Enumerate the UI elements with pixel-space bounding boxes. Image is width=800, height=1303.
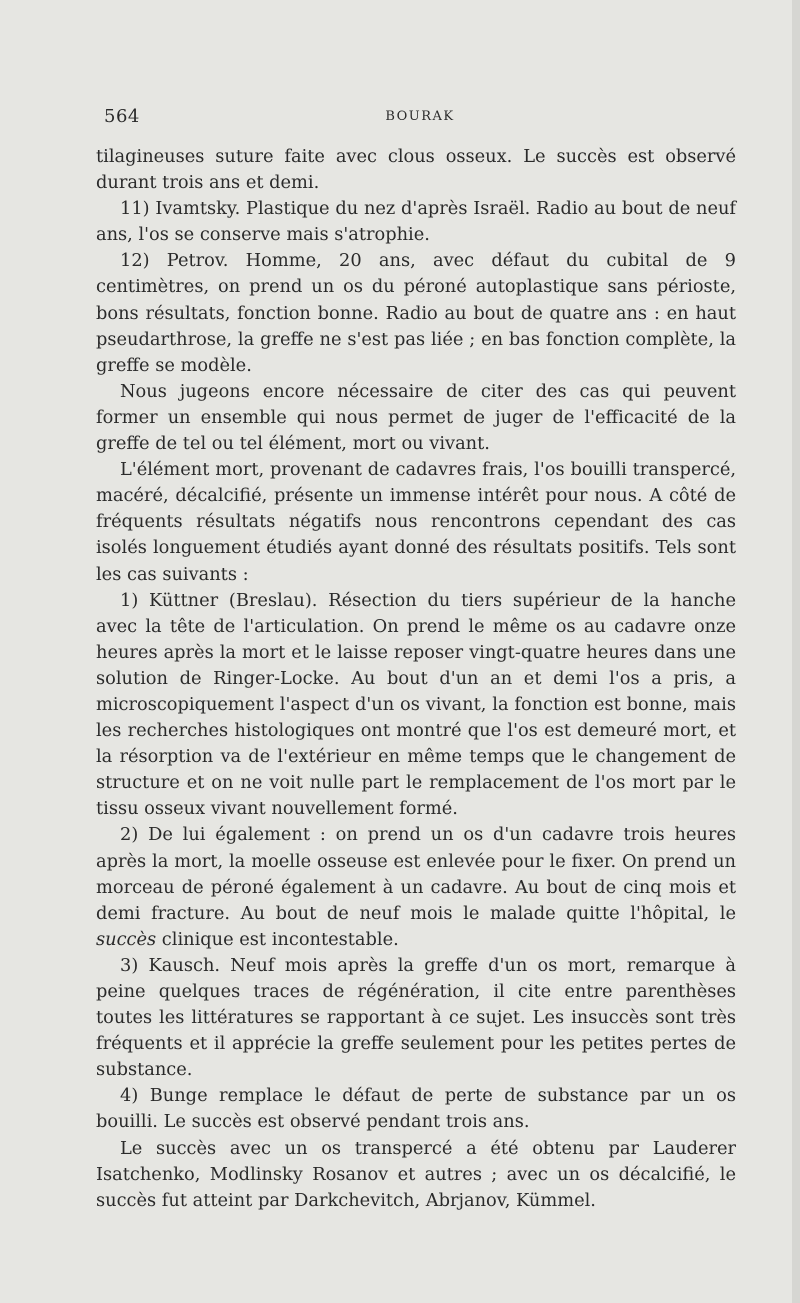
paragraph-intro: Nous jugeons encore nécessaire de citer des cas qui peuvent former un ensemble qui nous permet de juger de l'efficacité de la greffe de tel ou tel élément, mort ou vivant. [96,380,736,455]
running-head: BOURAK [385,109,455,124]
paragraph-case-12: 12) Petrov. Homme, 20 ans, avec défaut du cubital de 9 centimètres, on prend un os du péroné autoplastique sans périoste, bons résultats, fonction bonne. Radio au bout de quatre ans : en haut pseudarthrose, la greffe ne s'est pas liée ; en bas fonction complète, la greffe se modèle. [96,250,736,376]
page-edge-shadow [792,0,800,1303]
page-header [104,106,736,130]
paragraph-case-2-end: clinique est incontestable. [156,928,399,950]
paragraph-kausch: 3) Kausch. Neuf mois après la greffe d'un os mort, remarque à peine quelques traces de régénération, il cite entre parenthèses toutes les littératures se rapportant à ce sujet. Les insuccès sont très fréquents et il apprécie la greffe seulement pour les petites pertes de substance. [96,954,736,1081]
paragraph-kuttner: 1) Küttner (Breslau). Résection du tiers supérieur de la hanche avec la tête de l'articulation. On prend le même os au cadavre onze heures après la mort et le laisse reposer vingt-quatre heures dans une solution de Ringer-Locke. Au bout d'un an et demi l'os a pris, a microscopiquement l'aspect d'un os vivant, la fonction est bonne, mais les recherches histologiques ont montré que l'os est demeuré mort, et la résorption va de l'extérieur en même temps que le changement de structure et on ne voit nulle part le remplacement de l'os mort par le tissu osseux vivant nouvellement formé. [96,589,736,820]
paragraph-continuation: tilagineuses suture faite avec clous osseux. Le succès est observé durant trois ans et demi. [96,146,736,194]
paragraph-case-11: 11) Ivamtsky. Plastique du nez d'après Israël. Radio au bout de neuf ans, l'os se conserve mais s'atrophie. [96,198,736,246]
page-number: 564 [104,106,140,127]
body-text [96,144,736,1214]
paragraph-bunge: 4) Bunge remplace le défaut de perte de substance par un os bouilli. Le succès est observé pendant trois ans. [96,1085,736,1133]
paragraph-dead-element: L'élément mort, provenant de cadavres frais, l'os bouilli transpercé, macéré, décalcifié, présente un immense intérêt pour nous. A côté de fréquents résultats négatifs nous rencontrons cependant des cas isolés longuement étudiés ayant donné des résultats positifs. Tels sont les cas suivants : [96,459,736,585]
italic-word: succès [96,928,157,950]
paragraph-summary: Le succès avec un os transpercé a été obtenu par Lauderer Isatchenko, Modlinsky Rosanov et autres ; avec un os décalcifié, le succès fut atteint par Darkchevitch, Abrjanov, Kümmel. [96,1137,736,1211]
paragraph-case-2 [96,822,736,952]
paragraph-case-2-start: 2) De lui également : on prend un os d'un cadavre trois heures après la mort, la moelle osseuse est enlevée pour le fixer. On prend un morceau de péroné également à un cadavre. Au bout de cinq mois et demi fracture. Au bout de neuf mois le malade quitte l'hôpital, le [96,824,736,924]
